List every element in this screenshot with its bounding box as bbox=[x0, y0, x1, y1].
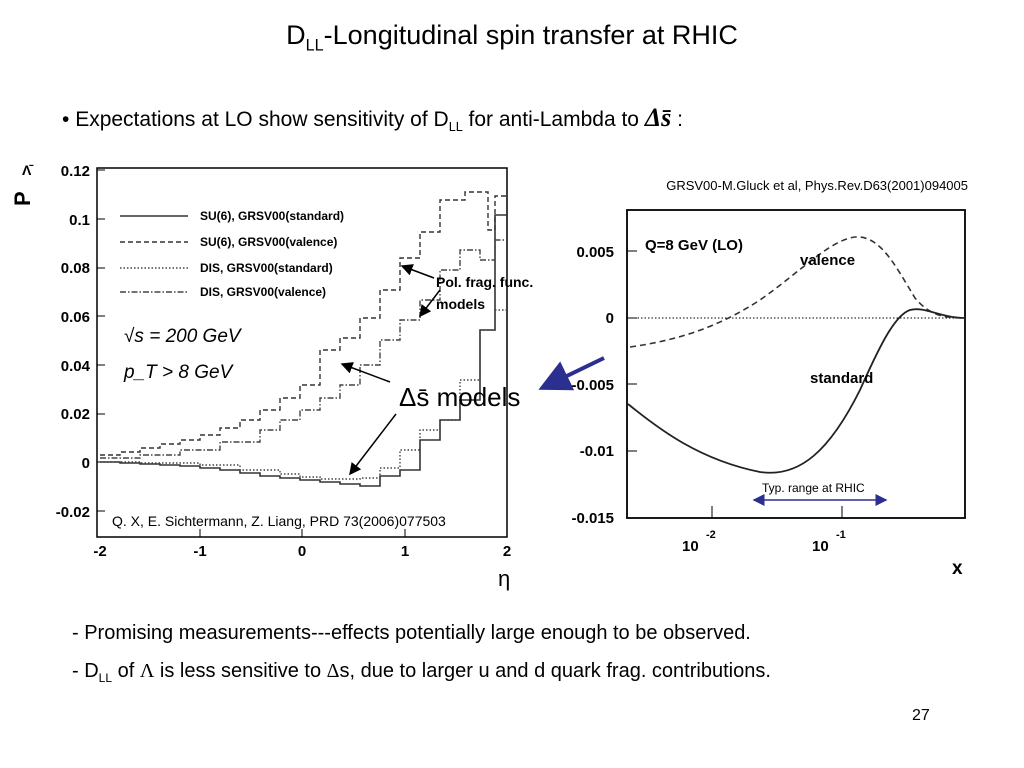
ytick: 0.005 bbox=[576, 244, 614, 261]
xtick: 10 bbox=[812, 538, 829, 555]
left-xlabel: η bbox=[498, 566, 511, 591]
note-line-1: - Promising measurements---effects potentially large enough to be observed. bbox=[72, 622, 751, 644]
ytick: 0.08 bbox=[60, 260, 90, 277]
xtick: 2 bbox=[502, 543, 512, 560]
pt-label: p_T > 8 GeV bbox=[124, 362, 233, 383]
ytick: 0 bbox=[81, 455, 90, 472]
ytick: 0.02 bbox=[60, 406, 90, 423]
xtick: 10 bbox=[682, 538, 699, 555]
range-label: Typ. range at RHIC bbox=[762, 481, 865, 495]
curve-su6-standard bbox=[100, 215, 507, 486]
ytick: 0.04 bbox=[60, 358, 90, 375]
ytick: 0.1 bbox=[69, 212, 90, 229]
curve-su6-valence bbox=[100, 192, 507, 455]
right-plot bbox=[571, 178, 968, 579]
slide-title: $D_{LL}$-Longitudinal spin transfer at RHIC bbox=[286, 20, 738, 55]
page-number: 27 bbox=[912, 707, 930, 724]
legend-item: DIS, GRSV00(standard) bbox=[200, 261, 333, 275]
pol-frag-label: Pol. frag. func. bbox=[436, 274, 534, 290]
legend-item: DIS, GRSV00(valence) bbox=[200, 285, 327, 299]
ytick: -0.02 bbox=[55, 504, 90, 521]
right-plot-frame bbox=[627, 210, 965, 518]
xtick: 1 bbox=[400, 543, 410, 560]
energy-label: √s = 200 GeV bbox=[124, 326, 241, 347]
notes bbox=[72, 614, 771, 697]
xtick-exp: -1 bbox=[836, 529, 846, 541]
right-xlabel: x bbox=[952, 558, 963, 579]
left-citation: Q. X, E. Sichtermann, Z. Liang, PRD 73(2006)077503 bbox=[112, 513, 446, 529]
xtick: -1 bbox=[193, 543, 207, 560]
right-citation: GRSV00-M.Gluck et al, Phys.Rev.D63(2001)094005 bbox=[666, 178, 968, 193]
bullet-point: • Expectations at LO show sensitivity of $D_{LL}$ for anti-Lambda to Δs̄ : bbox=[62, 103, 683, 135]
legend-item: SU(6), GRSV00(valence) bbox=[200, 235, 338, 249]
left-ylabel: P bbox=[10, 191, 35, 206]
ytick: -0.005 bbox=[571, 377, 614, 394]
note-line-2: - $D_{LL}$ of Λ is less sensitive to Δs, due to larger u and d quark frag. contributions. bbox=[72, 660, 771, 685]
valence-label: valence bbox=[800, 252, 856, 269]
left-plot bbox=[10, 162, 533, 591]
ytick: 0.06 bbox=[60, 309, 90, 326]
q-label: Q=8 GeV (LO) bbox=[645, 237, 743, 254]
ytick: 0 bbox=[605, 310, 614, 327]
left-ylabel-sub: Λ̄ bbox=[22, 162, 32, 178]
pol-models-label: models bbox=[436, 296, 486, 312]
legend-item: SU(6), GRSV00(standard) bbox=[200, 209, 345, 223]
standard-label: standard bbox=[810, 370, 874, 387]
xtick: 0 bbox=[297, 543, 307, 560]
ds-models-label: Δs̄ models bbox=[399, 382, 521, 412]
ytick: 0.12 bbox=[60, 163, 90, 180]
xtick: -2 bbox=[93, 543, 107, 560]
xtick-exp: -2 bbox=[706, 529, 716, 541]
ytick: -0.015 bbox=[571, 510, 614, 527]
left-plot-frame bbox=[97, 168, 507, 537]
curve-standard bbox=[628, 309, 965, 473]
ytick: -0.01 bbox=[579, 443, 614, 460]
